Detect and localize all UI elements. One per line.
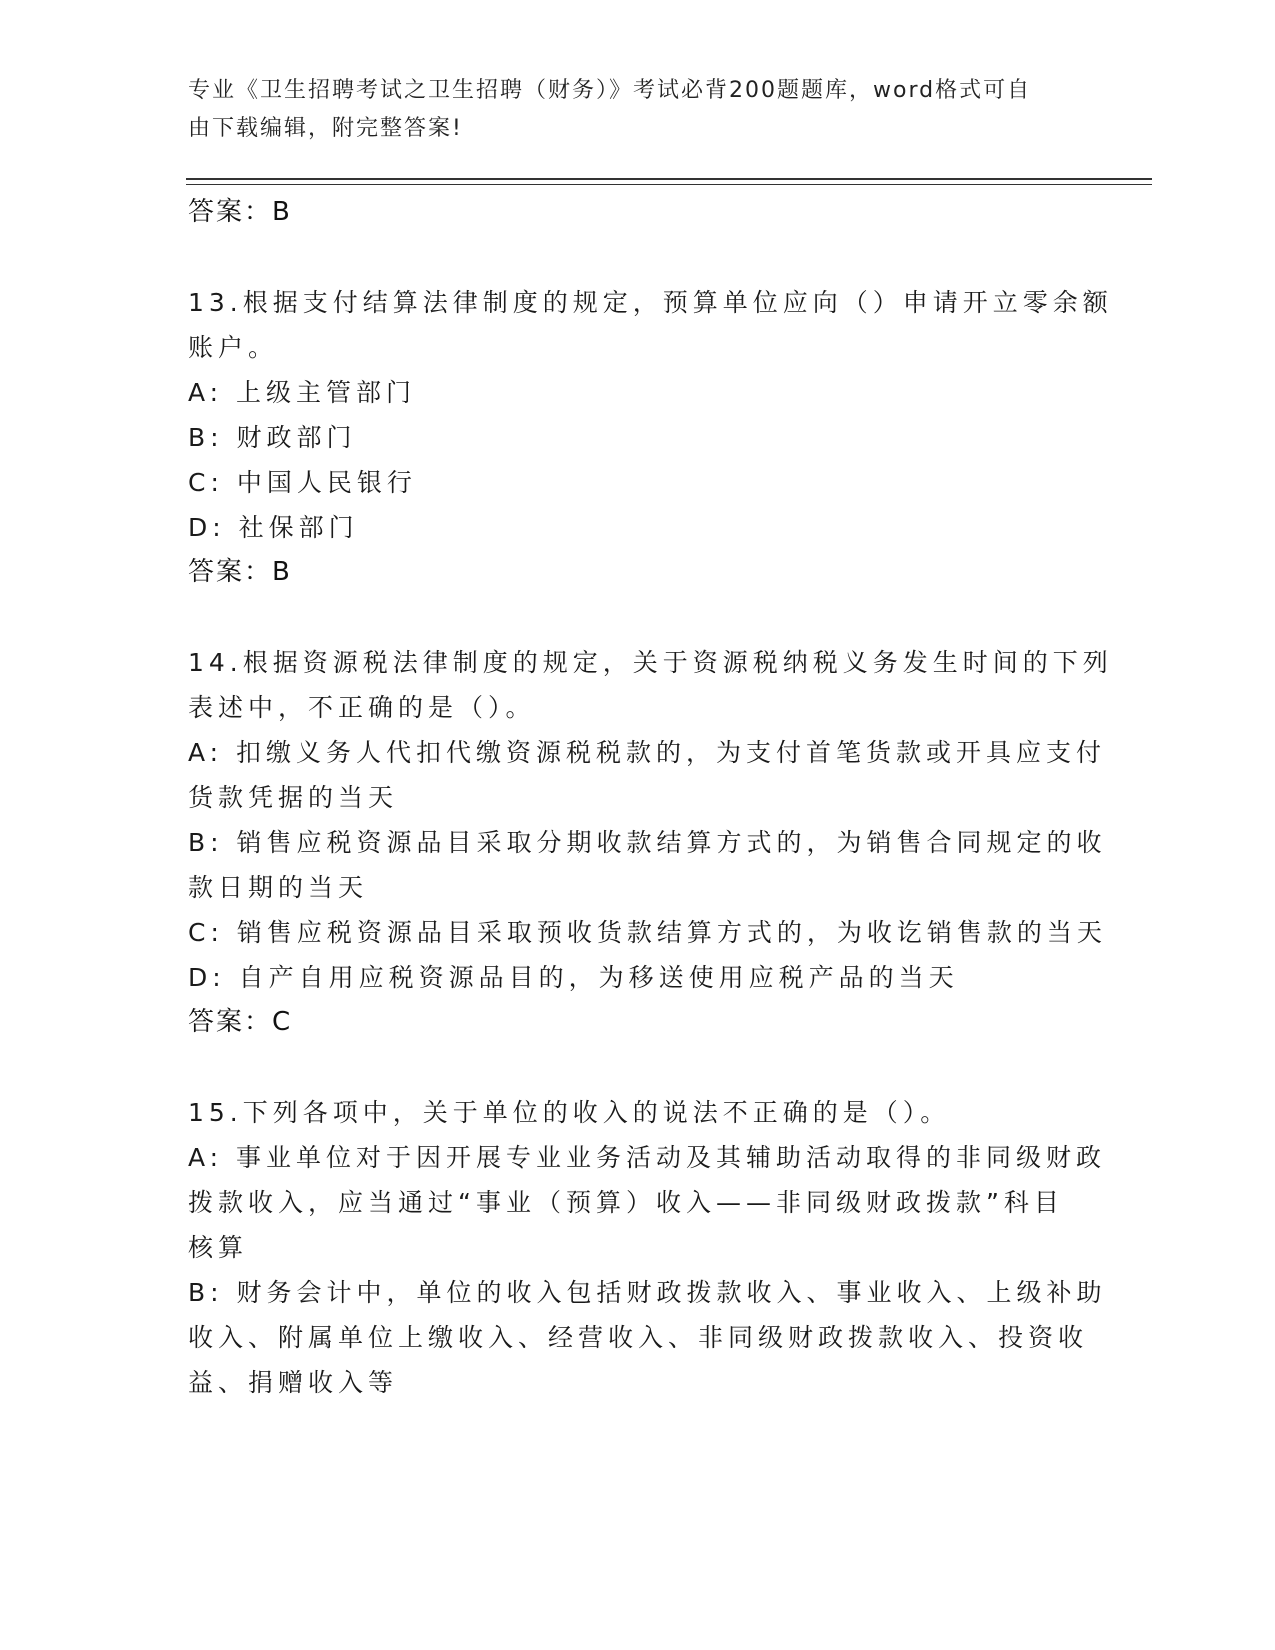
- question-14: [188, 640, 1113, 1045]
- document-header: [188, 72, 1068, 148]
- option-c: C: 销售应税资源品目采取预收货款结算方式的，为收讫销售款的当天: [188, 918, 1107, 947]
- option-a: A: 上级主管部门: [188, 378, 417, 407]
- question-content: [188, 190, 1113, 1405]
- option-a: A: 事业单位对于因开展专业业务活动及其辅助活动取得的非同级财政: [188, 1143, 1107, 1172]
- header-rule-thin: [186, 184, 1152, 185]
- option-b-cont: 收入、附属单位上缴收入、经营收入、非同级财政拨款收入、投资收: [188, 1323, 1089, 1352]
- option-a-cont: 货款凭据的当天: [188, 783, 399, 812]
- answer: 答案：C: [188, 1007, 293, 1037]
- spacer: [188, 1045, 1088, 1090]
- question-stem-line: 15.下列各项中，关于单位的收入的说法不正确的是（）。: [188, 1098, 951, 1127]
- question-13: [188, 280, 1113, 595]
- header-line-2: 由下载编辑，附完整答案!: [188, 116, 463, 141]
- header-rule-thick: [186, 178, 1152, 180]
- previous-answer: 答案：B: [188, 197, 292, 227]
- question-stem-line: 账户。: [188, 333, 279, 362]
- option-d: D: 自产自用应税资源品目的，为移送使用应税产品的当天: [188, 963, 959, 992]
- spacer: [188, 235, 1088, 280]
- question-stem-line: 14.根据资源税法律制度的规定，关于资源税纳税义务发生时间的下列: [188, 648, 1113, 677]
- option-d: D: 社保部门: [188, 513, 359, 542]
- header-line-1: 专业《卫生招聘考试之卫生招聘（财务）》考试必背200题题库，word格式可自: [188, 78, 1032, 103]
- answer: 答案：B: [188, 557, 292, 587]
- question-15: [188, 1090, 1107, 1405]
- option-a-cont: 拨款收入，应当通过“事业（预算）收入——非同级财政拨款”科目: [188, 1188, 1064, 1217]
- option-b: B: 财政部门: [188, 423, 357, 452]
- option-a-cont: 核算: [188, 1233, 249, 1262]
- option-b-cont: 益、捐赠收入等: [188, 1368, 399, 1397]
- option-b-cont: 款日期的当天: [188, 873, 369, 902]
- question-stem-line: 表述中，不正确的是（）。: [188, 693, 536, 722]
- option-b: B: 财务会计中，单位的收入包括财政拨款收入、事业收入、上级补助: [188, 1278, 1107, 1307]
- question-stem-line: 13.根据支付结算法律制度的规定，预算单位应向（）申请开立零余额: [188, 288, 1113, 317]
- option-a: A: 扣缴义务人代扣代缴资源税税款的，为支付首笔货款或开具应支付: [188, 738, 1107, 767]
- option-c: C: 中国人民银行: [188, 468, 417, 497]
- spacer: [188, 595, 1088, 640]
- option-b: B: 销售应税资源品目采取分期收款结算方式的，为销售合同规定的收: [188, 828, 1107, 857]
